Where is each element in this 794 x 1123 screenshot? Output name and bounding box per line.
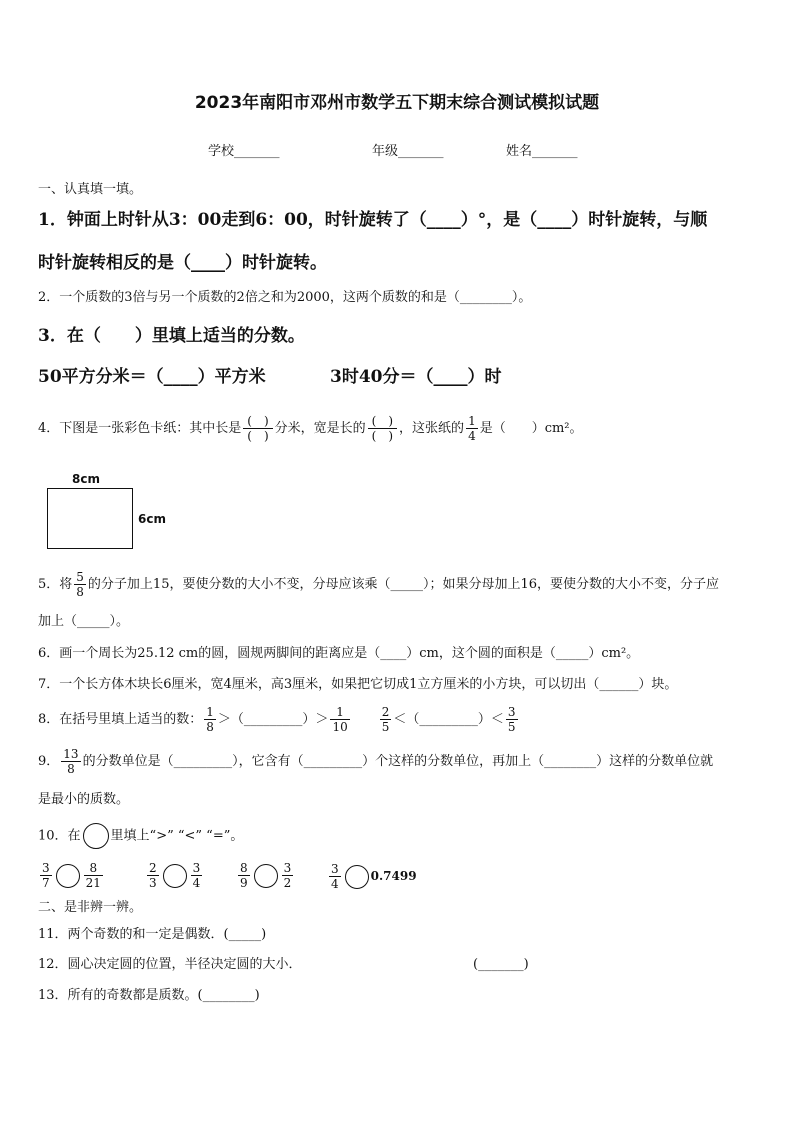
question-10-text-2: 里填上“>” “<” “=”。 (110, 828, 244, 844)
question-4-text-4: 是（ ）cm²。 (479, 421, 583, 436)
fraction-13-8: $\frac{13}{8}$ (63, 747, 79, 776)
question-5-line-1 (38, 570, 719, 600)
fraction-3-4: $\frac{3}{4}$ (192, 861, 201, 890)
question-4 (38, 412, 583, 446)
ratio-fraction-blank: $\frac{( )}{( )}$ (368, 414, 397, 443)
fraction-8-9: $\frac{8}{9}$ (240, 861, 248, 890)
figure-length-label: 8cm (72, 472, 100, 486)
compare-item-3 (236, 856, 295, 896)
question-4-text-1: 4．下图是一张彩色卡纸：其中长是 (38, 421, 242, 436)
question-2: 2．一个质数的3倍与另一个质数的2倍之和为2000，这两个质数的和是（________）。 (38, 290, 532, 305)
section-2-heading: 二、是非辨一辨。 (38, 900, 143, 915)
question-8-text-1: 8．在括号里填上适当的数： (38, 712, 203, 727)
fraction-2-3: $\frac{2}{3}$ (149, 861, 157, 890)
compare-item-2 (145, 856, 204, 896)
compare-circle-3[interactable] (254, 864, 278, 888)
fraction-8-21: $\frac{8}{21}$ (85, 861, 101, 890)
question-5-text-1: 5．将 (38, 577, 73, 592)
compare-circle-icon (83, 823, 109, 849)
question-7: 7．一个长方体木块长6厘米，宽4厘米，高3厘米，如果把它切成1立方厘米的小方块，可以切出（______）块。 (38, 677, 678, 692)
question-4-text-3: ，这张纸的 (399, 421, 465, 436)
question-12: 12．圆心决定圆的位置，半径决定圆的大小． (38, 957, 302, 972)
question-9-line-1 (38, 745, 713, 779)
question-3-line-1: 3．在（ ）里填上适当的分数。 (38, 326, 305, 346)
compare-circle-2[interactable] (163, 864, 187, 888)
question-9-number: 9． (38, 754, 60, 769)
question-10-text-1: 10．在 (38, 828, 81, 844)
five-eighths-fraction: $\frac{5}{8}$ (76, 570, 84, 599)
fraction-3-5: $\frac{3}{5}$ (507, 705, 516, 734)
question-3-part-1: 50平方分米＝（____）平方米 (38, 367, 266, 387)
question-4-text-2: 分米，宽是长的 (274, 421, 366, 436)
grade-field: 年级_______ (372, 144, 444, 159)
section-1-heading: 一、认真填一填。 (38, 182, 143, 197)
question-1-line-1: 1．钟面上时针从3：00走到6：00，时针旋转了（____）°，是（____）时针旋转，与顺 (38, 210, 708, 230)
fraction-1-8: $\frac{1}{8}$ (206, 705, 214, 734)
fraction-3-2: $\frac{3}{2}$ (283, 861, 292, 890)
decimal-value: 0.7499 (370, 869, 417, 883)
question-13: 13．所有的奇数都是质数。(________) (38, 988, 260, 1003)
compare-circle-4[interactable] (345, 865, 369, 889)
question-8 (38, 703, 520, 737)
question-12-blank: (_______) (473, 957, 529, 972)
compare-item-4 (327, 856, 417, 897)
question-10 (38, 823, 243, 850)
fraction-1-10: $\frac{1}{10}$ (332, 705, 348, 734)
figure-width-label: 6cm (138, 512, 166, 526)
question-11: 11．两个奇数的和一定是偶数．(_____) (38, 927, 267, 942)
fraction-2-5: $\frac{2}{5}$ (381, 705, 390, 734)
question-5-line-2: 加上（_____）。 (38, 614, 130, 629)
card-rectangle (47, 488, 133, 549)
page-title: 2023年南阳市邓州市数学五下期末综合测试模拟试题 (194, 93, 600, 113)
question-8-text-2: ＞（_________）＞ (217, 712, 329, 727)
question-1-line-2: 时针旋转相反的是（____）时针旋转。 (38, 253, 327, 273)
question-5-text-2: 的分子加上15，要使分数的大小不变，分母应该乘（_____）；如果分母加上16，要使分数的大小不变，分子应 (87, 577, 720, 592)
question-8-text-3: ＜（_________）＜ (393, 712, 504, 727)
length-fraction-blank: $\frac{( )}{( )}$ (243, 414, 272, 443)
question-9-text-1: 的分数单位是（_________），它含有（_________）个这样的分数单位，再加上（________）这样的分数单位就 (82, 754, 714, 769)
fraction-3-7: $\frac{3}{7}$ (42, 861, 50, 890)
question-6: 6．画一个周长为25.12 cm的圆，圆规两脚间的距离应是（____）cm，这个圆的面积是（_____）cm²。 (38, 646, 640, 661)
compare-item-1 (38, 856, 105, 896)
compare-circle-1[interactable] (56, 864, 80, 888)
school-field: 学校_______ (208, 144, 280, 159)
question-9-line-2: 是最小的质数。 (38, 792, 130, 807)
question-3-part-2: 3时40分＝（____）时 (330, 367, 502, 387)
quarter-fraction: $\frac{1}{4}$ (468, 414, 476, 443)
name-field: 姓名_______ (506, 144, 578, 159)
fraction-3-4-b: $\frac{3}{4}$ (331, 862, 339, 891)
